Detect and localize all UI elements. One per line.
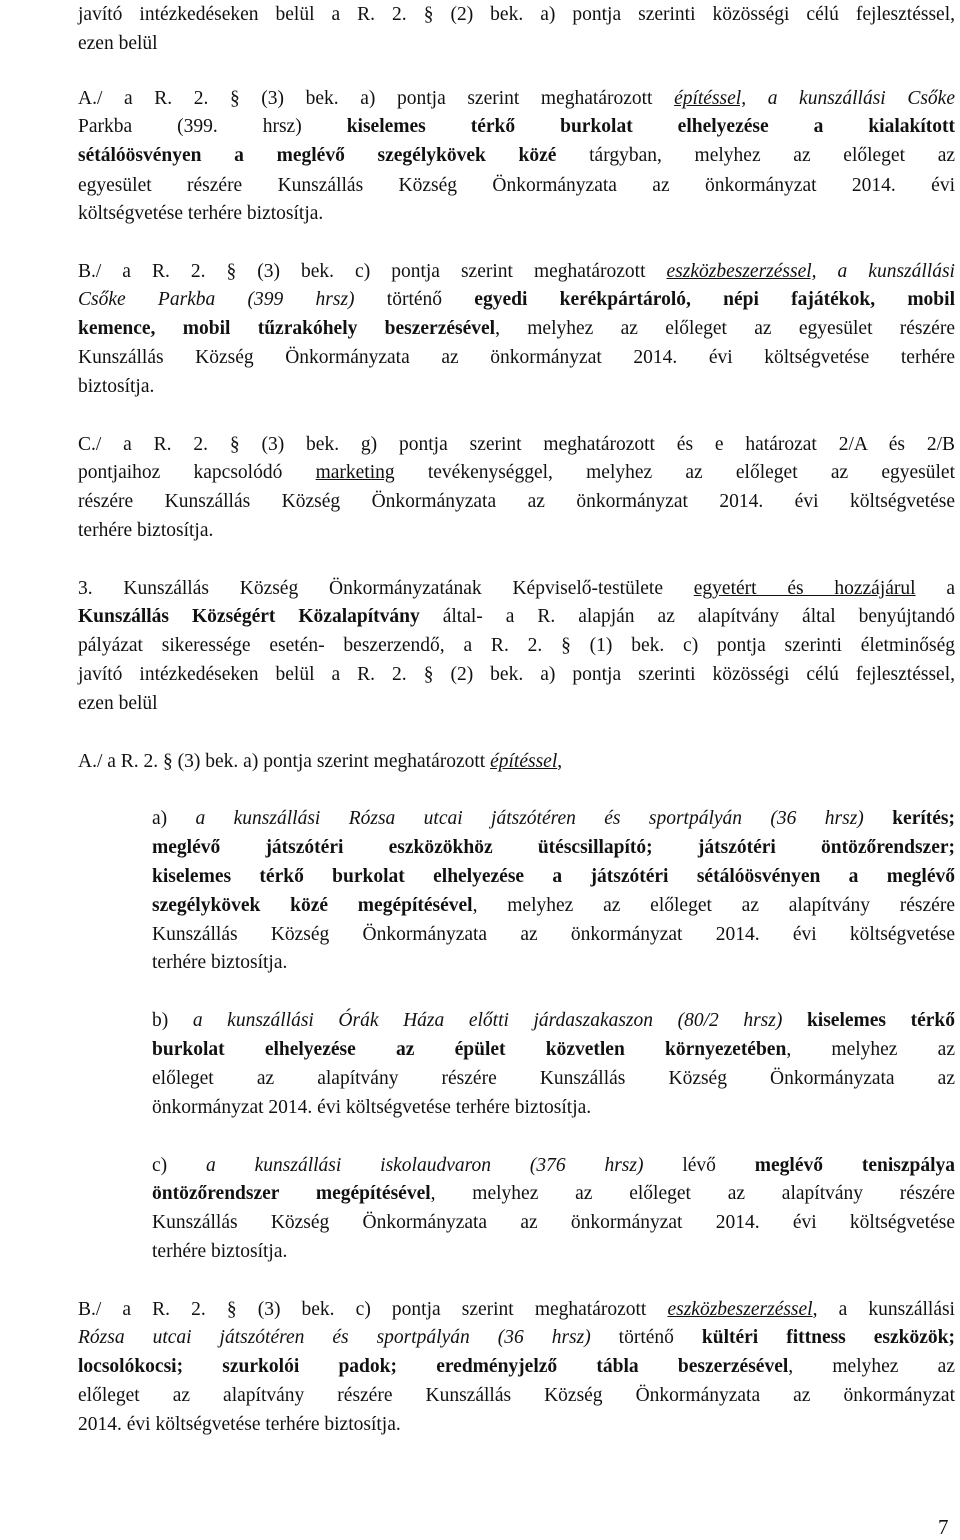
text-run: 2014. évi költségvetése terhére biztosítja. [78,1414,401,1435]
text-line [152,835,955,861]
text-run: egyetért és hozzájárul [693,578,916,599]
text-run: b) [152,1010,193,1031]
text-run: költségvetése terhére biztosítja. [78,203,324,224]
text-run: , melyhez az előleget az alapítvány részére [430,1183,955,1204]
text-run: eszközbeszerzéssel [667,1299,813,1320]
text-line [78,1383,955,1409]
text-run: , a kunszállási [812,1299,955,1320]
text-run: sétálóösvényen a meglévő szegélykövek közé [78,145,557,166]
text-line [78,1297,955,1323]
text-run: javító intézkedéseken belül a R. 2. § (2) bek. a) pontja szerinti közösségi célú fejlesztéssel, [78,664,955,685]
text-line [78,114,955,140]
text-run: terhére biztosítja. [78,520,214,541]
text-run: kiselemes térkő [806,1010,955,1031]
text-run: előleget az alapítvány részére Kunszállás Község Önkormányzata az [152,1068,955,1089]
text-run: ezen belül [78,33,158,54]
text-run: kiselemes térkő burkolat elhelyezése a kialakított [346,116,956,137]
text-run: történő [354,289,475,310]
text-line [78,1354,955,1380]
text-run: c) [152,1155,207,1176]
text-run: C./ a R. 2. § (3) bek. g) pontja szerint meghatározott és e határozat 2/A és 2/B [78,434,955,455]
text-run: a kunszállási Órák Háza előtti járdaszakaszon (80/2 hrsz) [192,1010,783,1031]
text-run: öntözőrendszer megépítésével [152,1183,431,1204]
text-run: kültéri fittness eszközök; [701,1327,955,1348]
text-run: egyedi kerékpártároló, népi fajátékok, mobil [474,289,955,310]
text-run: a [915,578,955,599]
text-line [152,1181,955,1207]
text-run: A./ a R. 2. § (3) bek. a) pontja szerint meghatározott [78,751,491,772]
text-run: terhére biztosítja. [152,1241,288,1262]
text-run: egyesület részére Kunszállás Község Önkormányzata az önkormányzat 2014. évi [78,175,955,196]
text-run: előleget az alapítvány részére Kunszállás Község Önkormányzata az önkormányzat [78,1385,955,1406]
text-run: A./ a R. 2. § (3) bek. a) pontja szerint meghatározott [78,88,675,109]
text-run: 3. Kunszállás Község Önkormányzatának Képviselő-testülete [78,578,694,599]
text-run: a kunszállási Rózsa utcai játszótéren és sportpályán (36 hrsz) [195,808,864,829]
text-line [78,345,955,371]
text-run: Kunszállás Községért Közalapítvány [78,606,420,627]
text-line [78,576,955,602]
text-run: biztosítja. [78,376,155,397]
text-run: önkormányzat 2014. évi költségvetése terhére biztosítja. [152,1097,592,1118]
text-run: locsolókocsi; szurkolói padok; eredményjelző tábla beszerzésével [78,1356,789,1377]
text-line [78,432,955,458]
text-run: terhére biztosítja. [152,952,288,973]
text-run: Kunszállás Község Önkormányzata az önkormányzat 2014. évi költségvetése [152,924,955,945]
text-line [78,633,955,659]
text-run: kerítés; [892,808,955,829]
text-line [78,489,955,515]
text-line [78,31,955,57]
text-line [152,922,955,948]
text-run: Rózsa utcai játszótéren és sportpályán (36 hrsz) [78,1327,591,1348]
text-run: által- a R. alapján az alapítvány által benyújtandó [419,606,955,627]
text-run: meglévő játszótéri eszközökhöz ütéscsillapító; játszótéri öntözőrendszer; [152,837,955,858]
text-run: Kunszállás Község Önkormányzata az önkormányzat 2014. évi költségvetése [152,1212,955,1233]
text-run: B./ a R. 2. § (3) bek. c) pontja szerint meghatározott [78,261,667,282]
text-run [864,808,892,829]
text-line [78,662,955,688]
text-run: burkolat elhelyezése az épület közvetlen környezetében [152,1039,787,1060]
text-run: építéssel, [674,88,747,109]
text-line [78,2,955,28]
text-line [152,1008,955,1034]
text-run: , melyhez az előleget az alapítvány részére [472,895,955,916]
text-line [78,518,955,544]
text-line [78,1412,955,1438]
text-run: lévő [643,1155,755,1176]
text-run: javító intézkedéseken belül a R. 2. § (2) bek. a) pontja szerinti közösségi célú fejlesztéssel, [78,4,955,25]
text-run: , melyhez az [788,1356,955,1377]
text-line [78,287,955,313]
text-run: Csőke Parkba (399 hrsz) [78,289,355,310]
text-line [152,806,955,832]
text-run: kiselemes térkő burkolat elhelyezése a játszótéri sétálóösvényen a meglévő [152,866,955,887]
text-line [152,864,955,890]
text-run: , [557,751,563,772]
text-line [152,1066,955,1092]
page-number: 7 [938,1515,949,1539]
text-line [78,143,955,169]
text-line [78,604,955,630]
text-run: ezen belül [78,693,158,714]
text-line [78,259,955,285]
text-run: tárgyban, melyhez az előleget az [556,145,955,166]
text-line [78,1325,955,1351]
text-line [78,691,955,717]
text-line [152,1239,955,1265]
text-line [78,201,955,227]
text-run: szegélykövek közé megépítésével [152,895,473,916]
text-run: Kunszállás Község Önkormányzata az önkormányzat 2014. évi költségvetése terhére [78,347,955,368]
text-run: részére Kunszállás Község Önkormányzata az önkormányzat 2014. évi költségvetése [78,491,955,512]
text-run: Parkba (399. hrsz) [78,116,347,137]
text-line [78,173,955,199]
text-run: , melyhez az [786,1039,955,1060]
text-run: kemence, mobil tűzrakóhely beszerzésével [78,318,496,339]
text-run: tevékenységgel, melyhez az előleget az egyesület [394,462,955,483]
text-run: a kunszállási iskolaudvaron (376 hrsz) [206,1155,644,1176]
text-line [78,374,955,400]
text-run: eszközbeszerzéssel, [666,261,817,282]
text-line [152,893,955,919]
text-line [78,86,955,112]
text-line [152,1095,955,1121]
text-run: a) [152,808,196,829]
text-run: marketing [315,462,395,483]
text-run: a kunszállási Csőke [746,88,955,109]
text-line [78,460,955,486]
text-run: pontjaihoz kapcsolódó [78,462,316,483]
text-line [152,1210,955,1236]
text-line [78,316,955,342]
text-run: történő [590,1327,702,1348]
text-run: a kunszállási [816,261,955,282]
text-run: B./ a R. 2. § (3) bek. c) pontja szerint meghatározott [78,1299,668,1320]
text-line [152,1153,955,1179]
text-run [782,1010,807,1031]
text-line [78,749,955,775]
text-run: , melyhez az előleget az egyesület részére [495,318,955,339]
text-line [152,950,955,976]
text-run: pályázat sikeressége esetén- beszerzendő, a R. 2. § (1) bek. c) pontja szerinti életminőség [78,635,955,656]
text-run: meglévő teniszpálya [754,1155,956,1176]
text-line [152,1037,955,1063]
text-run: építéssel [490,751,558,772]
